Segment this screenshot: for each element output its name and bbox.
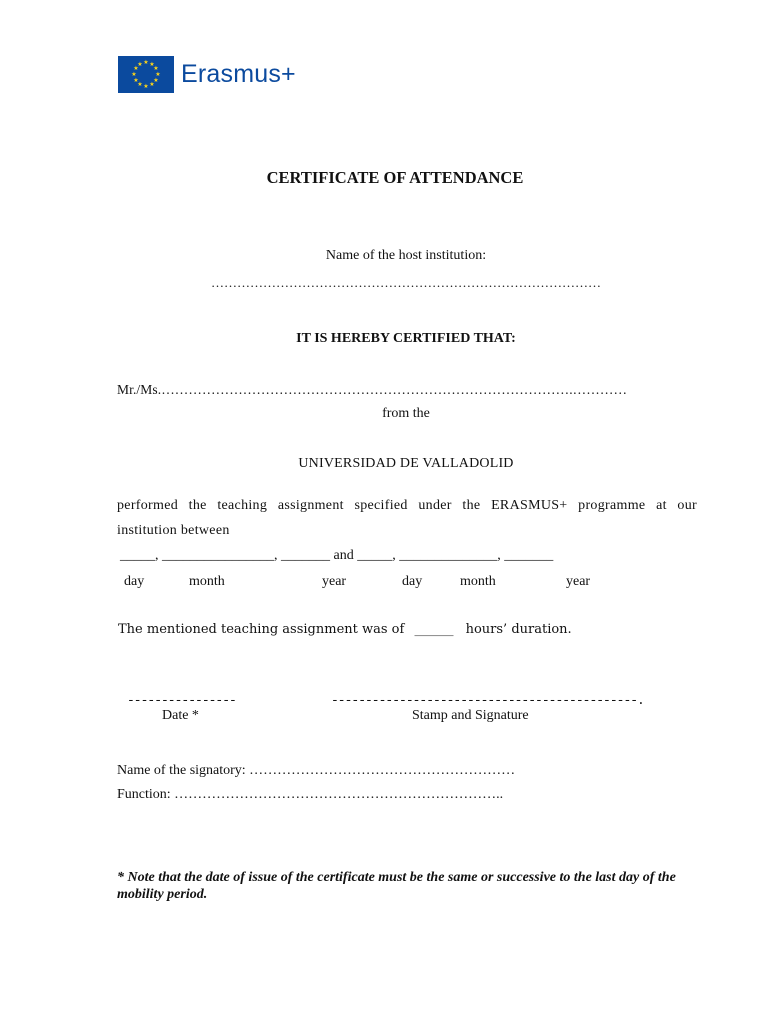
day-label-1: day: [124, 574, 145, 589]
day-label-2: day: [402, 574, 423, 589]
stamp-signature-line[interactable]: ---------------------------------------------.: [331, 693, 644, 708]
certificate-title: CERTIFICATE OF ATTENDANCE: [266, 168, 524, 187]
year-label-2: year: [566, 574, 591, 589]
eu-flag-icon: ★ ★ ★ ★ ★ ★ ★ ★ ★ ★ ★ ★: [118, 56, 174, 93]
date-signature-line[interactable]: ----------------: [127, 693, 236, 708]
assignment-text-line2: institution between: [117, 523, 230, 538]
erasmus-logo: [118, 56, 296, 93]
duration-hours-field[interactable]: ______: [414, 622, 454, 637]
year-label-1: year: [322, 574, 347, 589]
date-label: Date *: [162, 708, 199, 723]
signatory-function-field[interactable]: Function: ……………………………………………………………..: [117, 787, 504, 802]
certified-heading: IT IS HEREBY CERTIFIED THAT:: [296, 331, 516, 346]
footnote: * Note that the date of issue of the certificate must be the same or successive to the last day of the mobility period.: [117, 870, 676, 902]
duration-line: [118, 622, 572, 637]
host-institution-label: Name of the host institution:: [325, 248, 487, 263]
host-institution-field[interactable]: ………………………………………………………………………………: [211, 275, 601, 290]
month-label-1: month: [189, 574, 225, 589]
assignment-text-line1: performed the teaching assignment specified under the ERASMUS+ programme at our: [117, 498, 697, 513]
signatory-name-field[interactable]: Name of the signatory: …………………………………………………: [117, 763, 516, 778]
date-range-field[interactable]: _____, ________________, _______ and _____, ______________, _______: [120, 548, 554, 563]
person-name-field[interactable]: Mr./Ms.……………………………………………………………………………….…………: [117, 382, 628, 397]
duration-suffix: hours’ duration.: [465, 622, 572, 637]
from-text: from the: [382, 406, 430, 421]
duration-prefix: The mentioned teaching assignment was of: [118, 622, 405, 637]
university-name: UNIVERSIDAD DE VALLADOLID: [298, 456, 514, 471]
month-label-2: month: [460, 574, 496, 589]
stamp-signature-label: Stamp and Signature: [412, 708, 529, 723]
erasmus-logo-text: Erasmus+: [181, 60, 296, 88]
